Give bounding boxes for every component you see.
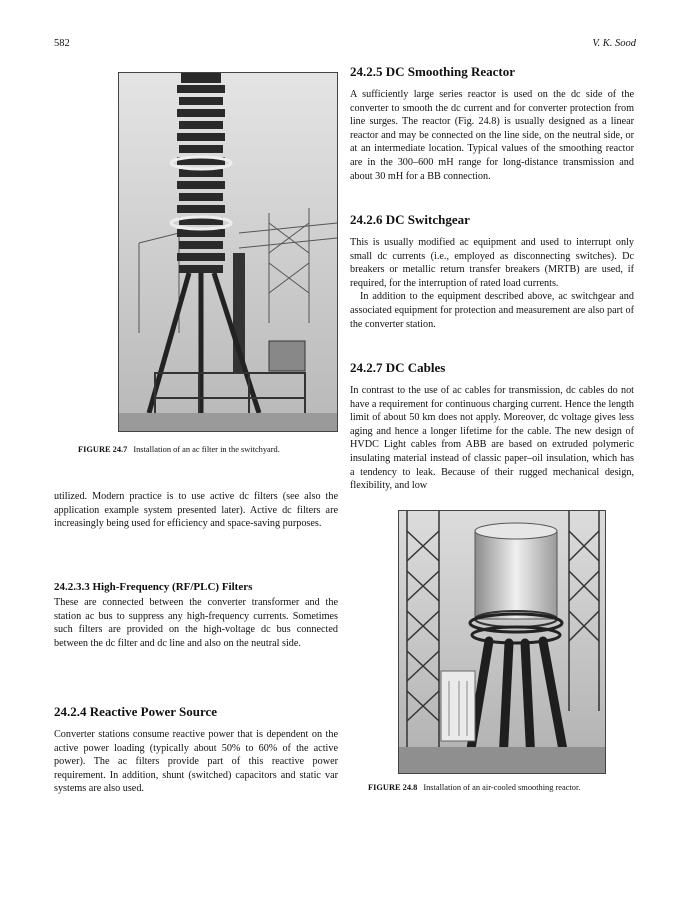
page-number: 582 [54, 38, 70, 49]
section-24-2-3-3 [54, 580, 338, 650]
section-24-2-6-body-1: This is usually modified ac equipment and used to interrupt only small dc currents (i.e., employed as disconnecting switches). Dc breakers or metallic return transfer breakers (MRTB) are used, if required, for the interruption of rated load currents. [350, 237, 634, 289]
section-24-2-7 [350, 360, 634, 493]
figure-24-8-photo [398, 510, 606, 774]
section-24-2-5-title: 24.2.5 DC Smoothing Reactor [350, 64, 516, 79]
figure-24-7-caption-text: Installation of an ac filter in the switchyard. [133, 445, 280, 454]
section-24-2-5 [350, 64, 634, 183]
section-24-2-6-title: 24.2.6 DC Switchgear [350, 212, 470, 227]
figure-24-7-label: FIGURE 24.7 [78, 445, 128, 454]
figure-24-7-caption [78, 444, 348, 455]
figure-24-7-photo [118, 72, 338, 432]
section-24-2-3-3-title: 24.2.3.3 High-Frequency (RF/PLC) Filters [54, 581, 253, 593]
figure-24-8-caption [368, 782, 638, 793]
section-24-2-5-body: A sufficiently large series reactor is used on the dc side of the converter to smooth the dc current and for converter protection from line surges. The reactor (Fig. 24.8) is usually designed as a linear reactor and may be connected on the line side, on the neutral side, or at an intermediate location. Typical values of the smoothing reactor are in the 300–600 mH range for long-distance transmission and about 30 mH for a BB connection. [350, 89, 634, 182]
figure-24-8-caption-text: Installation of an air-cooled smoothing reactor. [423, 783, 581, 792]
section-24-2-6 [350, 212, 634, 331]
section-24-2-4 [54, 704, 338, 796]
running-author: V. K. Sood [592, 38, 636, 49]
section-24-2-4-title: 24.2.4 Reactive Power Source [54, 704, 218, 719]
continuation-paragraph: utilized. Modern practice is to use active dc filters (see also the application example system presented later). Active dc filters are increasingly being used for efficiency and space-saving purposes. [54, 491, 338, 530]
section-24-2-7-title: 24.2.7 DC Cables [350, 360, 446, 375]
left-column-continuation [54, 490, 338, 531]
section-24-2-6-body-2: In addition to the equipment described above, ac switchgear and associated equipment for protection and measurement are also part of the converter station. [350, 291, 634, 330]
section-24-2-7-body: In contrast to the use of ac cables for transmission, dc cables do not have a requirement for continuous charging current. Hence the length limit of about 50 km does not apply. Moreover, dc voltage gives less aging and hence a longer lifetime for the cable. The new design of HVDC Light cables from ABB are based on extruded polymeric insulating material instead of classic paper–oil insulation, which has a tendency to leak. Because of their rugged mechanical design, flexibility, and low [350, 385, 634, 492]
section-24-2-4-body: Converter stations consume reactive power that is dependent on the active power loading (typically about 50% to 60% of the active power). The ac filters provide part of this reactive power requirement. In addition, shunt (switched) capacitors and static var systems are also used. [54, 729, 338, 795]
figure-24-8-label: FIGURE 24.8 [368, 783, 418, 792]
section-24-2-3-3-body: These are connected between the converter transformer and the station ac bus to suppress any high-frequency currents. Sometimes such filters are provided on the high-voltage dc bus connected between the dc filter and dc line and also on the neutral side. [54, 597, 338, 649]
